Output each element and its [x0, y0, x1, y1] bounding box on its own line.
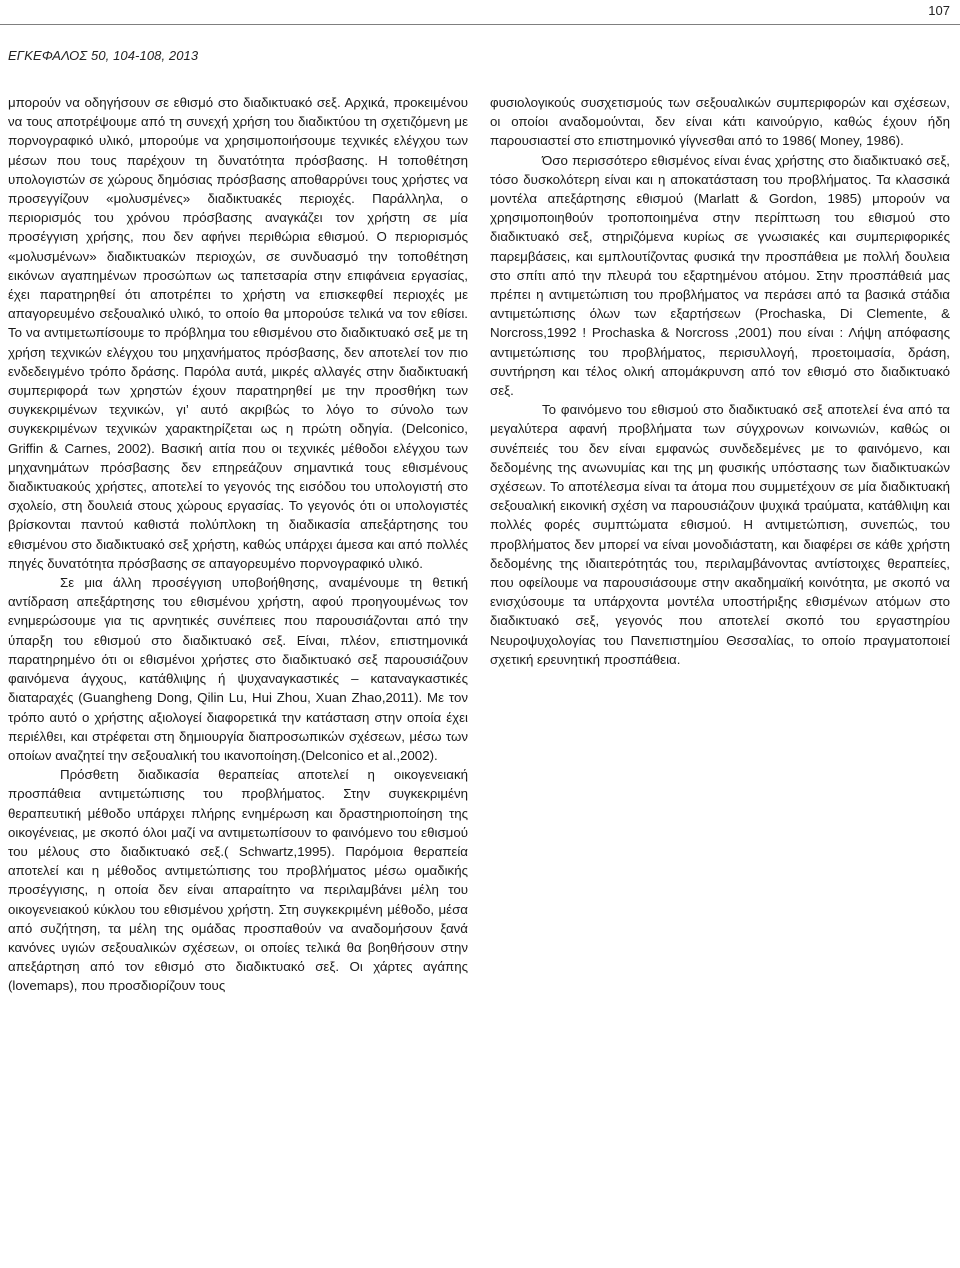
- journal-reference: ΕΓΚΕΦΑΛΟΣ 50, 104-108, 2013: [8, 48, 199, 63]
- left-paragraph-1: μπορούν να οδηγήσουν σε εθισμό στο διαδικτυακό σεξ. Αρχικά, προκειμένου να τους αποτρέψουμε από τη συνεχή χρήση του διαδικτύου τη σχετιζόμενη με πορνογραφικό υλικό, μπορούμε να χρησιμοποιήσουμε τεχνικές ελέγχου των μέσων που τους παρέχουν τη δυνατότητα πρόσβασης. Η τοποθέτηση υπολογιστών σε χώρους δημόσιας πρόσβασης αποθαρρύνει τους χρήστες να προσεγγίζουν «μολυσμένες» διαδικτυακές περιοχές. Παράλληλα, ο περιορισμός του χρόνου πρόσβασης αναγκάζει τον χρήστη σε μία προσέγγιση χρήσης, που δεν αφήνει περιθώρια εθισμού. Ο περιορισμός «μολυσμένων» διαδικτυακών περιοχών, σε συνδυασμό την τοποθέτηση εικόνων αγαπημένων προσώπων ως ταπετσαρία στην επιφάνεια εργασίας, έχει παρατηρηθεί ότι αποτρέπει το χρήστη να επισκεφθεί περιοχές με απαγορευμένο σεξουαλικό υλικό, το οποίο θα μπορούσε τελικά να τον εθίσει. Το να αντιμετωπίσουμε το πρόβλημα του εθισμένου στο διαδικτυακό σεξ με τη χρήση τεχνικών ελέγχου του μηχανήματος πρόσβασης, δεν αποτελεί τον πιο ενδεδειγμένο τρόπο δράσης. Παρόλα αυτά, μικρές αλλαγές στην διαδικτυακή συμπεριφορά των χρηστών έχουν παρατηρηθεί με την προσθήκη των συγκεκριμένων τεχνικών, γι’ αυτό ακριβώς το λόγο το σύνολο των συγκεκριμένων τεχνικών χαρακτηρίζεται ως η πρώτη οδηγία. (Delconico, Griffin & Carnes, 2002). Βασική αιτία που οι τεχνικές μέθοδοι ελέγχου των μηχανημάτων πρόσβασης δεν επηρεάζουν σημαντικά τους εθισμένους διαδικτυακούς χρήστες, αποτελεί το γεγονός της εισόδου του υπολογιστή στο σχολείο, στη δουλειά στους χώρους εργασίας. Το γεγονός ότι οι υπολογιστές βρίσκονται παντού καθιστά πολύπλοκη τη διαδικασία απεξάρτησης του εθισμένου στο διαδικτυακό σεξ χρήστη, καθώς υπάρχει άμεσα και από πολλές πηγές δυνατότητα πρόσβασης σε απαγορευμένο πορνογραφικό υλικό.: [8, 95, 468, 571]
- left-paragraph-2: Σε μια άλλη προσέγγιση υποβοήθησης, αναμένουμε τη θετική αντίδραση απεξάρτησης του εθισμένου χρήστη, αφού προηγουμένως τον ενημερώσουμε για τις αρνητικές συνέπειες που παρουσιάζονται από την ύπαρξη του εθισμού στο διαδικτυακό σεξ. Είναι, πλέον, επιστημονικά παρατηρημένο ότι οι εθισμένοι χρήστες στο διαδικτυακό σεξ παρουσιάζουν φαινόμενα άγχους, κατάθλιψης ή ψυχαναγκαστικές – καταναγκαστικές διαταραχές (Guangheng Dong, Qilin Lu, Hui Zhou, Xuan Zhao,2011). Με τον τρόπο αυτό ο χρήστης αξιολογεί διαφορετικά την κατάσταση στην οποία έχει περιέλθει, και στρέφεται στη δημιουργία διαπροσωπικών σχέσεων, μέσω των οποίων αναζητεί την σεξουαλική του ικανοποίηση.(Delconico et al.,2002).: [8, 575, 468, 763]
- right-paragraph-3: Το φαινόμενο του εθισμού στο διαδικτυακό σεξ αποτελεί ένα από τα μεγαλύτερα αφανή προβλήματα των σύγχρονων κοινωνιών, καθώς οι συνέπειές του δεν είναι εμφανώς συνδεδεμένες με το φαινόμενο, και δεδομένης της ανωνυμίας και της μη φυσικής υπόστασης των διαδικτυακών σχέσεων. Το αποτέλεσμα είναι τα άτομα που συμμετέχουν σε μία διαδικτυακή σεξουαλική εικονική σχέση να παρουσιάζουν ψυχικά τραύματα, κατάθλιψη και πολλές φορές συμπτώματα εθισμού. Η αντιμετώπιση, συνεπώς, του προβλήματος δεν μπορεί να είναι μονοδιάστατη, και διαφέρει σε κάθε χρήστη δεδομένης της ιδιαιτερότητάς του, περιλαμβάνοντας αντίστοιχες θεραπείες, που οφείλουμε να παρουσιάσουμε στην ακαδημαϊκή κοινότητα, με σκοπό να ενισχύσουμε τα υπάρχοντα μοντέλα υποστήριξης εθισμένων ατόμων στο διαδικτυακό σεξ, γεγονός που αποτελεί σκοπό του εργαστηρίου Νευροψυχολογίας του Πανεπιστημίου Θεσσαλίας, το οποίο πραγματοποιεί σχετική ερευνητική προσπάθεια.: [490, 402, 950, 667]
- left-paragraph-3: Πρόσθετη διαδικασία θεραπείας αποτελεί η οικογενειακή προσπάθεια αντιμετώπισης του προβλήματος. Στην συγκεκριμένη θεραπευτική μέθοδο υπάρχει πλήρης ενημέρωση και δραστηριοποίηση της οικογένειας, με σκοπό όλοι μαζί να αντιμετωπίσουν το φαινόμενο του εθισμού του μέλους στο διαδικτυακό σεξ.( Schwartz,1995). Παρόμοια θεραπεία αποτελεί και η μέθοδος αντιμετώπισης του προβλήματος μέσω ομαδικής προσέγγισης, η οποία δεν είναι απαραίτητο να περιλαμβάνει μέλη του οικογενειακού κύκλου του εθισμένου χρήστη. Στη συγκεκριμένη μέθοδο, μέσα από συζήτηση, τα μέλη της ομάδας προσπαθούν να αναδομήσουν ξανά κανόνες υγιών σεξουαλικών σχέσεων, οι οποίες τελικά θα βοηθήσουν στην απεξάρτηση από τον εθισμό στο διαδικτυακό σεξ. Οι χάρτες αγάπης (lovemaps), που προσδιορίζουν τους: [8, 767, 468, 994]
- page-number: 107: [928, 3, 950, 18]
- right-paragraph-1: φυσιολογικούς συσχετισμούς των σεξουαλικών συμπεριφορών και σχέσεων, οι οποίοι αναδομούνται, δεν είναι κάτι καινούργιο, καθώς έχουν ήδη παρουσιαστεί στο επιστημονικό γίγνεσθαι από το 1986( Money, 1986).: [490, 95, 950, 149]
- right-paragraph-2: Όσο περισσότερο εθισμένος είναι ένας χρήστης στο διαδικτυακό σεξ, τόσο δυσκολότερη είναι και η αποκατάσταση του προβλήματος. Τα κλασσικά μοντέλα απεξάρτησης εθισμού (Marlatt & Gordon, 1985) μπορούν να χρησιμοποιηθούν τροποποιημένα στην περίπτωση του εθισμού στο διαδικτυακό σεξ, στηριζόμενα κυρίως σε γνωσιακές και συμπεριφορικές παρεμβάσεις, και εμπλουτίζοντας φυσικά την προσπάθεια με πολλή δουλεια στο σπίτι από την πλευρά του εξαρτημένου ατόμου. Στην προσπάθειά μας πρέπει η αντιμετώπιση του προβλήματος να περάσει από τα βασικά στάδια αντιμετώπισης όλων των εξαρτήσεων (Prochaska, Di Clemente, & Norcross,1992 ! Prochaska & Norcross ,2001) που είναι : Λήψη απόφασης αντιμετώπισης του προβλήματος, περισυλλογή, προετοιμασία, δράση, συντήρηση και τέλος ολική απομάκρυνση από τον εθισμό στο διαδικτυακό σεξ.: [490, 152, 950, 399]
- right-column: [490, 93, 950, 669]
- page-header-bar: [0, 0, 960, 25]
- left-column: [8, 93, 468, 996]
